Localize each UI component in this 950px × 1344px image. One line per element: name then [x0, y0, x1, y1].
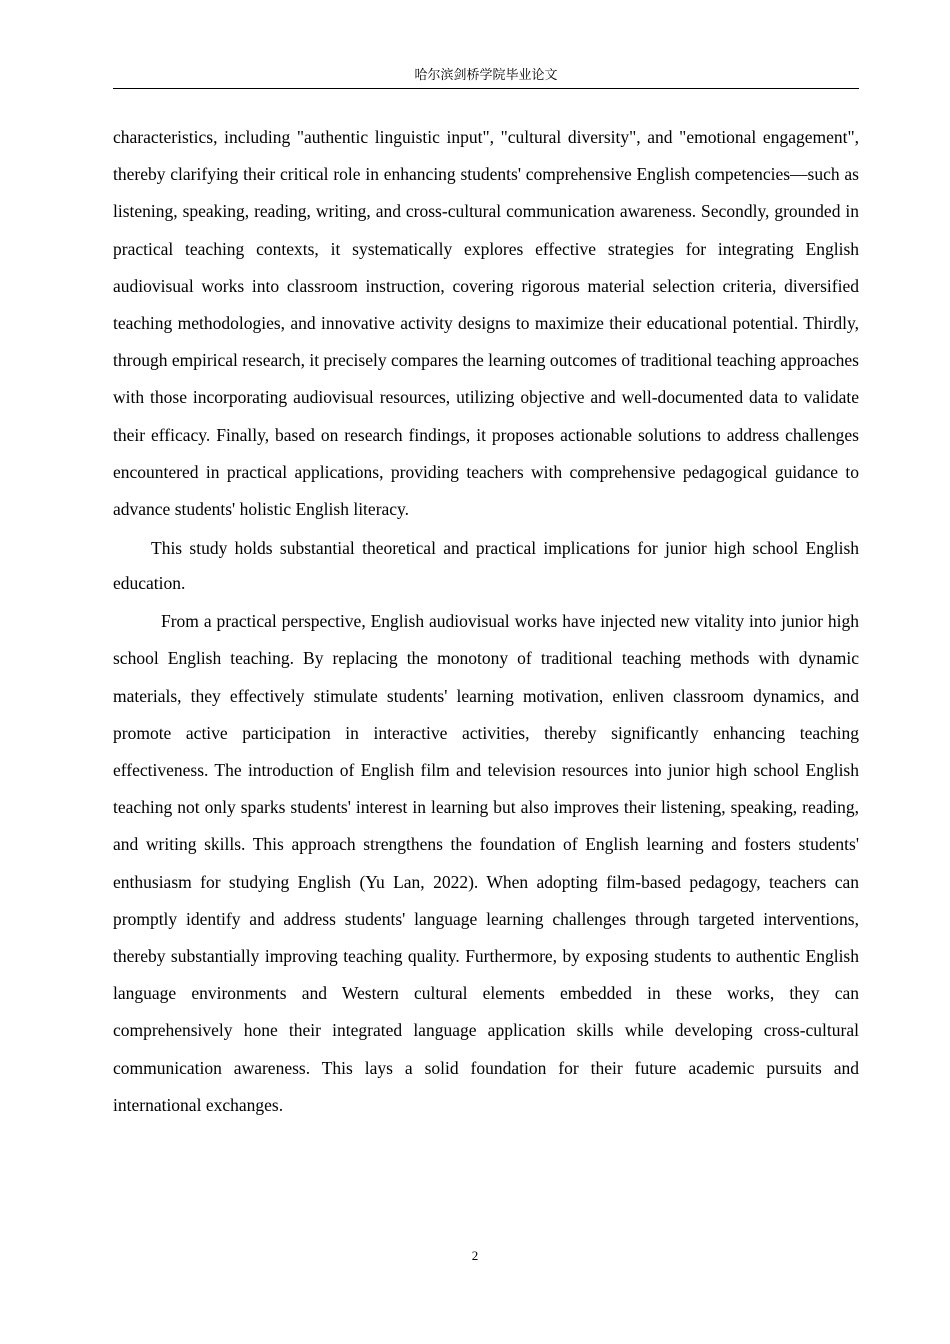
paragraph: From a practical perspective, English audiovisual works have injected new vitality into junior high school English teaching. By replacing the monotony of traditional teaching methods with dynamic materials, they effectively stimulate students' learning motivation, enliven classroom dynamics, and promote active participation in interactive activities, thereby significantly enhancing teaching effectiveness. The introduction of English film and television resources into junior high school English teaching not only sparks students' interest in learning but also improves their listening, speaking, reading, and writing skills. This approach strengthens the foundation of English learning and fosters students' enthusiasm for studying English (Yu Lan, 2022). When adopting film-based pedagogy, teachers can promptly identify and address students' language learning challenges through targeted interventions, thereby substantially improving teaching quality. Furthermore, by exposing students to authentic English language environments and Western cultural elements embedded in these works, they can comprehensively hone their integrated language application skills while developing cross-cultural communication awareness. This lays a solid foundation for their future academic pursuits and international exchanges. [113, 611, 859, 1115]
header-title: 哈尔滨剑桥学院毕业论文 [414, 67, 558, 82]
page-header [113, 66, 859, 89]
page-number: 2 [471, 1248, 479, 1263]
body-text [113, 119, 859, 1124]
paragraph: This study holds substantial theoretical and practical implications for junior high school English education. [113, 538, 859, 594]
paragraph: characteristics, including "authentic linguistic input", "cultural diversity", and "emotional engagement", thereby clarifying their critical role in enhancing students' comprehensive English competencies—such as listening, speaking, reading, writing, and cross-cultural communication awareness. Secondly, grounded in practical teaching contexts, it systematically explores effective strategies for integrating English audiovisual works into classroom instruction, covering rigorous material selection criteria, diversified teaching methodologies, and innovative activity designs to maximize their educational potential. Thirdly, through empirical research, it precisely compares the learning outcomes of traditional teaching approaches with those incorporating audiovisual resources, utilizing objective and well-documented data to validate their efficacy. Finally, based on research findings, it proposes actionable solutions to address challenges encountered in practical applications, providing teachers with comprehensive pedagogical guidance to advance students' holistic English literacy. [113, 127, 859, 520]
